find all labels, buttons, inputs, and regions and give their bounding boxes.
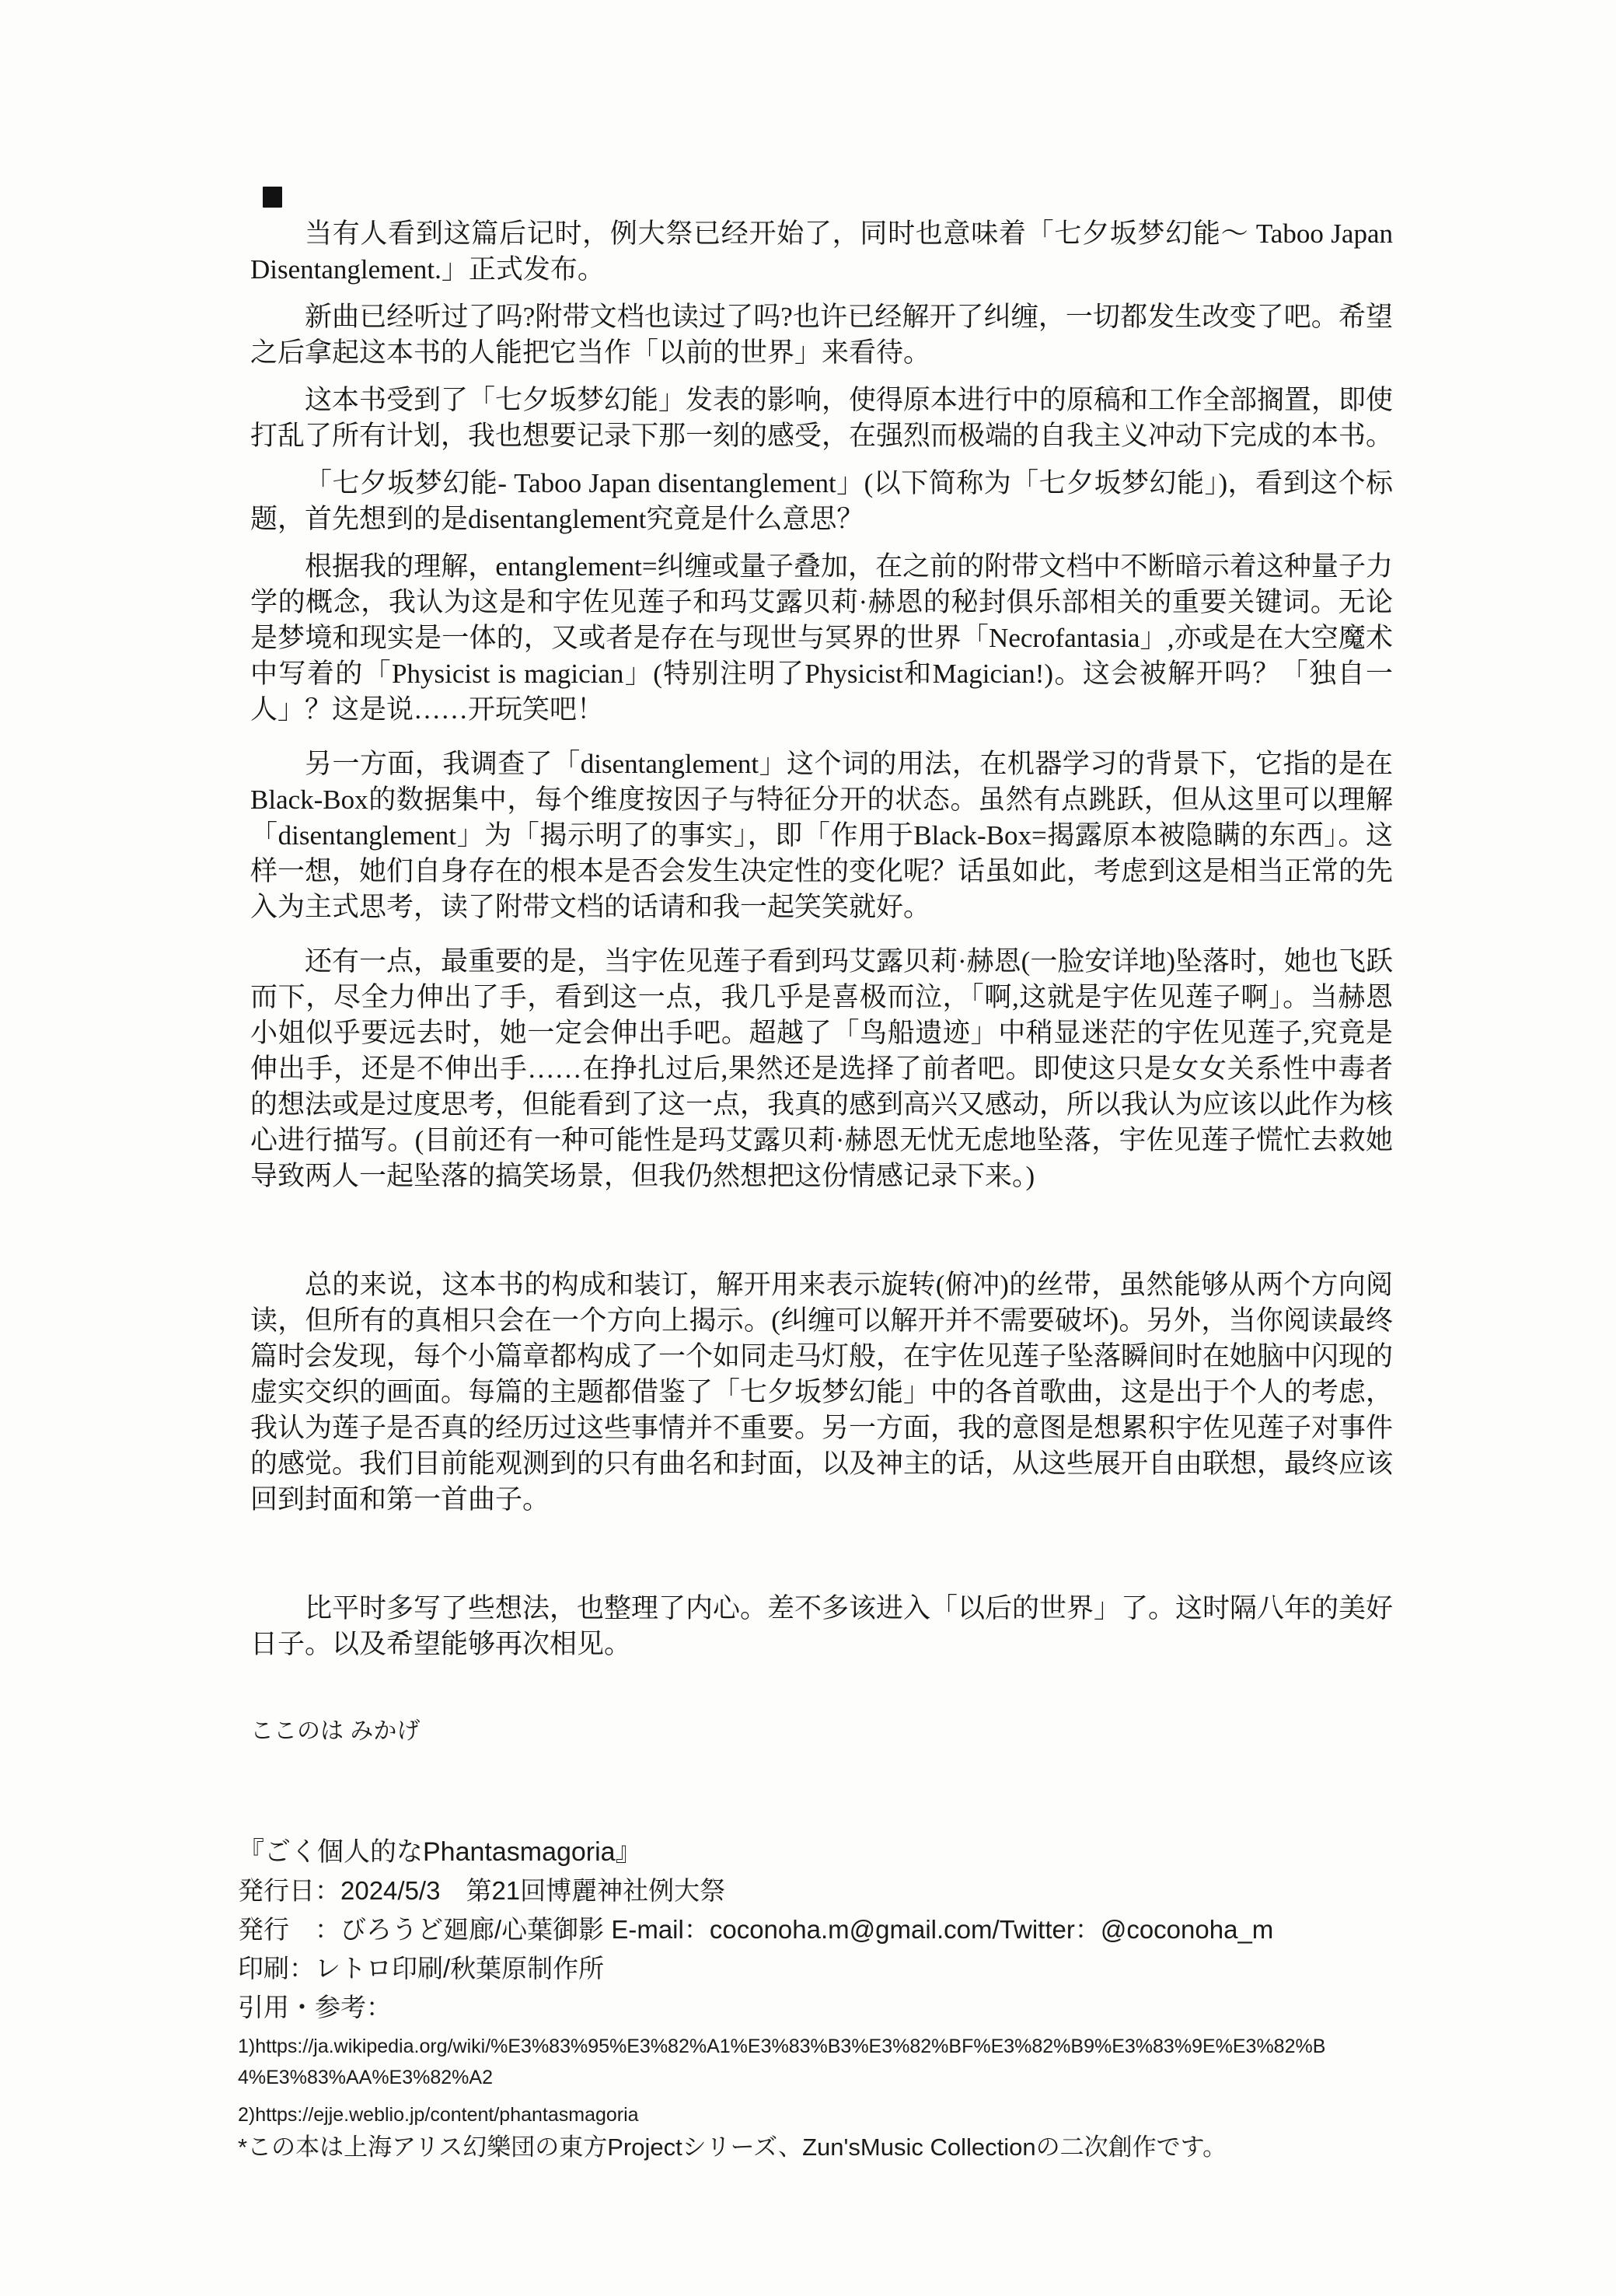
printer-line: 印刷：レトロ印刷/秋葉原制作所 [238, 1954, 605, 1983]
author-signature: ここのは みかげ [250, 1718, 421, 1744]
afterword-paragraph-6: 另一方面，我调查了「disentanglement」这个词的用法，在机器学习的背景下，它指的是在Black-Box的数据集中，每个维度按因子与特征分开的状态。虽然有点跳跃，但从这里可以理解「disentanglement」为「揭示明了的事实」，即「作用于Black-Box=揭露原本被隐瞒的东西」。这样一想，她们自身存在的根本是否会发生决定性的变化呢？话虽如此，考虑到这是相当正常的先入为主式思考，读了附带文档的话请和我一起笑笑就好。 [250, 749, 1394, 922]
colophon [238, 1836, 1454, 2171]
afterword-paragraph-1: 当有人看到这篇后记时，例大祭已经开始了，同时也意味着「七夕坂梦幻能～ Taboo Japan Disentanglement.」正式发布。 [250, 218, 1393, 285]
afterword-paragraph-3: 这本书受到了「七夕坂梦幻能」发表的影响，使得原本进行中的原稿和工作全部搁置，即使打乱了所有计划，我也想要记录下那一刻的感受，在强烈而极端的自我主义冲动下完成的本书。 [250, 385, 1394, 451]
references-label: 引用・参考： [238, 1993, 392, 2022]
afterword-paragraph-7: 还有一点，最重要的是，当宇佐见莲子看到玛艾露贝莉·赫恩(一脸安详地)坠落时，她也飞跃而下，尽全力伸出了手，看到这一点，我几乎是喜极而泣，「啊,这就是宇佐见莲子啊」。当赫恩小姐似乎要远去时，她一定会伸出手吧。超越了「鸟船遗迹」中稍显迷茫的宇佐见莲子,究竟是伸出手，还是不伸出手……在挣扎过后,果然还是选择了前者吧。即使这只是女女关系性中毒者的想法或是过度思考，但能看到了这一点，我真的感到高兴又感动，所以我认为应该以此作为核心进行描写。(目前还有一种可能性是玛艾露贝莉·赫恩无忧无虑地坠落，宇佐见莲子慌忙去救她导致两人一起坠落的搞笑场景，但我仍然想把这份情感记录下来。) [250, 946, 1394, 1191]
book-title: 『ごく個人的なPhantasmagoria』 [238, 1837, 642, 1867]
afterword-paragraph-9: 比平时多写了些想法，也整理了内心。差不多该进入「以后的世界」了。这时隔八年的美好日子。以及希望能够再次相见。 [250, 1593, 1394, 1659]
publisher-line: 発行 ：びろうど廻廊/心葉御影 E-mail：coconoha.m@gmail.com/Twitter：@coconoha_m [238, 1915, 1274, 1944]
derivative-work-disclaimer: *この本は上海アリス幻樂団の東方Projectシリーズ、Zun'sMusic Collectionの二次創作です。 [238, 2133, 1227, 2161]
reference-url-2: 2)https://ejje.weblio.jp/content/phantasmagoria [238, 2104, 639, 2126]
section-marker-square [263, 187, 282, 208]
publish-date-line: 発行日：2024/5/3 第21回博麗神社例大祭 [238, 1876, 726, 1905]
afterword-body [250, 216, 1393, 1749]
afterword-paragraph-2: 新曲已经听过了吗?附带文档也读过了吗?也许已经解开了纠缠，一切都发生改变了吧。希望之后拿起这本书的人能把它当作「以前的世界」来看待。 [250, 302, 1393, 368]
reference-url-1: 1)https://ja.wikipedia.org/wiki/%E3%83%95%E3%82%A1%E3%83%B3%E3%82%BF%E3%82%B9%E3%83%9E%E3%82%B4%E3%83%AA%E3%82%A2 [238, 2036, 1326, 2088]
afterword-paragraph-4: 「七夕坂梦幻能- Taboo Japan disentanglement」(以下简称为「七夕坂梦幻能」)，看到这个标题，首先想到的是disentanglement究竟是什么意思？ [250, 468, 1393, 534]
afterword-paragraph-5: 根据我的理解，entanglement=纠缠或量子叠加，在之前的附带文档中不断暗示着这种量子力学的概念，我认为这是和宇佐见莲子和玛艾露贝莉·赫恩的秘封俱乐部相关的重要关键词。无论是梦境和现实是一体的，又或者是存在与现世与冥界的世界「Necrofantasia」,亦或是在大空魔术中写着的「Physicist is magician」(特别注明了Physicist和Magician!)。这会被解开吗？「独自一人」？这是说……开玩笑吧！ [250, 551, 1393, 725]
afterword-paragraph-8: 总的来说，这本书的构成和装订，解开用来表示旋转(俯冲)的丝带，虽然能够从两个方向阅读，但所有的真相只会在一个方向上揭示。(纠缠可以解开并不需要破坏)。另外，当你阅读最终篇时会发现，每个小篇章都构成了一个如同走马灯般，在宇佐见莲子坠落瞬间时在她脑中闪现的虚实交织的画面。每篇的主题都借鉴了「七夕坂梦幻能」中的各首歌曲，这是出于个人的考虑，我认为莲子是否真的经历过这些事情并不重要。另一方面，我的意图是想累积宇佐见莲子对事件的感觉。我们目前能观测到的只有曲名和封面，以及神主的话，从这些展开自由联想，最终应该回到封面和第一首曲子。 [250, 1270, 1394, 1515]
